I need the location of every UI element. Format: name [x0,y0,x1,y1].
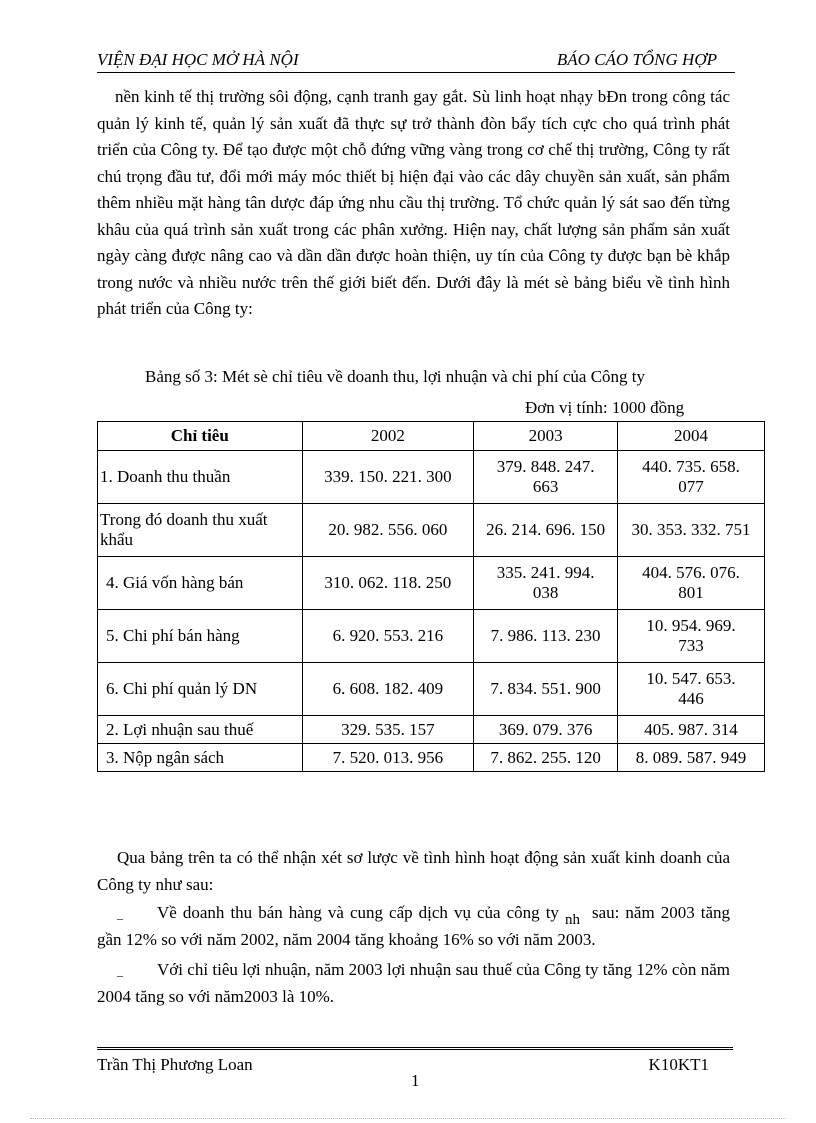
row-label: 2. Lợi nhuận sau thuế [98,716,303,744]
intro-paragraph: nền kinh tế thị trường sôi động, cạnh tranh gay gắt. Sù linh hoạt nhạy bĐn trong công tác quản lý kinh tế, quản lý sản xuất đã thực sự trở thành đòn bẩy tích cực cho quá trình phát triển của Công ty. Để tạo được một chỗ đứng vững vàng trong cơ chế thị trường, Công ty rất chú trọng đầu tư, đổi mới máy móc thiết bị hiện đại vào các dây chuyền sản xuất, sản phẩm thêm nhiều mặt hàng tân dược đáp ứng nhu cầu thị trường. Tổ chức quản lý sát sao đến từng khâu của quá trình sản xuất trong các phân xưởng. Hiện nay, chất lượng sản phẩm sản xuất ngày càng được nâng cao và dần dần được hoàn thiện, uy tín của Công ty được bạn bè khắp trong nước và nhiều nước trên thế giới biết đến. Dưới đây là mét sè bảng biểu về tình hình phát triển của Công ty: [97,87,730,318]
value-cell: 7. 986. 113. 230 [474,610,618,663]
table-row [98,744,765,772]
bullet-profit [97,957,730,1010]
value-cell: 335. 241. 994. 038 [474,557,618,610]
bullet-subscript: nh [564,912,580,928]
header-cell: 2002 [302,422,474,451]
table-header-row [98,422,765,451]
value-cell: 329. 535. 157 [302,716,474,744]
value-cell: 404. 576. 076. 801 [618,557,765,610]
value-cell: 7. 862. 255. 120 [474,744,618,772]
value-cell: 310. 062. 118. 250 [302,557,474,610]
table-caption: Bảng số 3: Mét sè chỉ tiêu về doanh thu, lợi nhuận và chi phí của Công ty [145,367,646,386]
bullet-marker: _ [117,964,123,979]
value-cell: 10. 547. 653. 446 [618,663,765,716]
table-row [98,557,765,610]
row-label: 5. Chi phí bán hàng [98,610,303,663]
page-number: 1 [411,1071,420,1090]
value-cell: 440. 735. 658. 077 [618,451,765,504]
footer-author: Trần Thị Phương Loan [97,1055,253,1074]
value-cell: 405. 987. 314 [618,716,765,744]
table-unit: Đơn vị tính: 1000 đồng [525,398,685,417]
page-header [97,50,735,73]
table-row [98,716,765,744]
header-cell: 2004 [618,422,765,451]
bullet-text: Về doanh thu bán hàng và cung cấp dịch vụ của công ty [157,903,559,922]
bullet-marker: _ [117,907,123,922]
value-cell: 339. 150. 221. 300 [302,451,474,504]
value-cell: 26. 214. 696. 150 [474,504,618,557]
footer-divider [97,1047,733,1050]
value-cell: 8. 089. 587. 949 [618,744,765,772]
financial-table [97,421,765,772]
row-label: 3. Nộp ngân sách [98,744,303,772]
bullet-text: Với chỉ tiêu lợi nhuận, năm 2003 lợi nhuận sau thuế của Công ty tăng 12% còn năm 2004 tăng so với năm2003 là 10%. [97,960,730,1007]
value-cell: 369. 079. 376 [474,716,618,744]
bullet-revenue [97,900,730,953]
value-cell: 6. 608. 182. 409 [302,663,474,716]
footer-class: K10KT1 [648,1055,709,1074]
table-row [98,610,765,663]
table-row [98,663,765,716]
value-cell: 6. 920. 553. 216 [302,610,474,663]
value-cell: 379. 848. 247. 663 [474,451,618,504]
row-label: 6. Chi phí quản lý DN [98,663,303,716]
bottom-dotted-rule [30,1118,786,1119]
table-row [98,504,765,557]
header-report-title: BÁO CÁO TỔNG HỢP [556,50,717,69]
value-cell: 20. 982. 556. 060 [302,504,474,557]
row-label: 4. Giá vốn hàng bán [98,557,303,610]
summary-paragraph: Qua bảng trên ta có thể nhận xét sơ lược về tình hình hoạt động sản xuất kinh doanh của Công ty như sau: [97,848,730,894]
value-cell: 7. 834. 551. 900 [474,663,618,716]
bullet-text-tail: sau: năm 2003 tăng gần 12% so với năm 2002, năm 2004 tăng khoảng 16% so với năm 2003. [97,903,731,950]
value-cell: 30. 353. 332. 751 [618,504,765,557]
header-cell: Chỉ tiêu [98,422,303,451]
header-cell: 2003 [474,422,618,451]
row-label: 1. Doanh thu thuần [98,451,303,504]
value-cell: 10. 954. 969. 733 [618,610,765,663]
header-institution: VIỆN ĐẠI HỌC MỞ HÀ NỘI [97,50,299,69]
table-row [98,451,765,504]
value-cell: 7. 520. 013. 956 [302,744,474,772]
row-label: Trong đó doanh thu xuất khẩu [98,504,303,557]
